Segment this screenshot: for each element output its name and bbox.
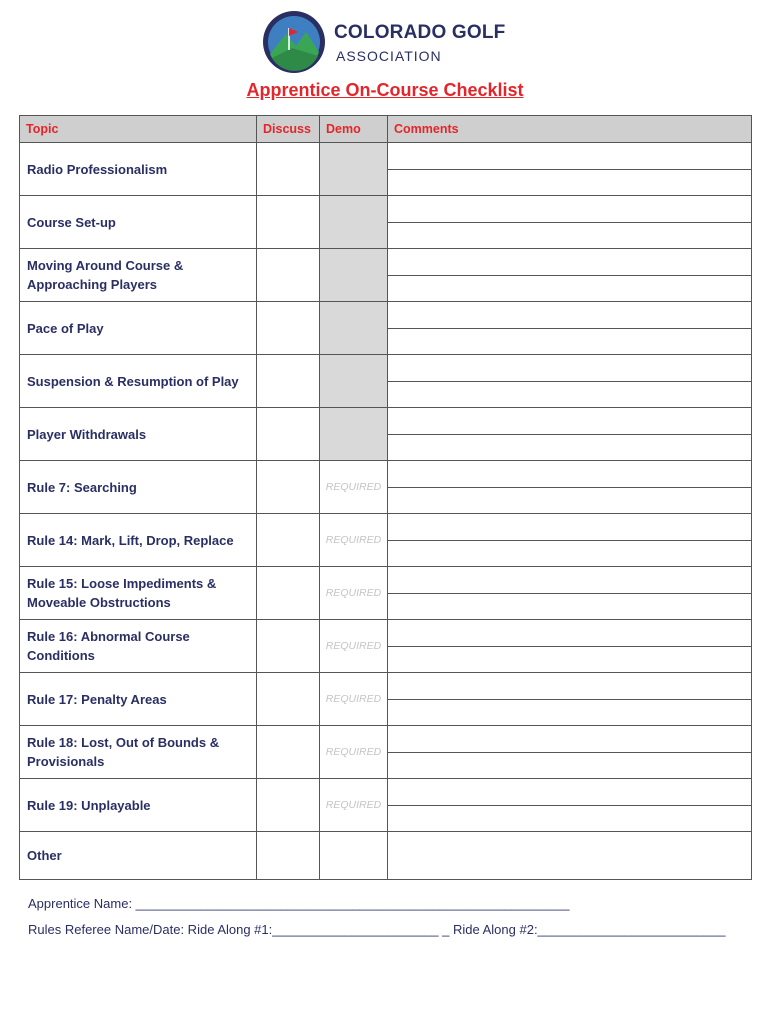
table-row: [20, 567, 752, 620]
header-discuss: Discuss: [257, 116, 320, 143]
comment-divider: [388, 222, 751, 223]
topic-line2: Moveable Obstructions: [27, 595, 171, 610]
topic-cell: [20, 355, 257, 408]
comment-divider: [388, 752, 751, 753]
topic-cell: [20, 726, 257, 779]
checklist-rows: [20, 143, 752, 880]
mountain-flag-icon: [262, 8, 326, 76]
demo-cell[interactable]: [320, 143, 388, 196]
topic-line1: Rule 7: Searching: [27, 479, 137, 495]
topic-cell: [20, 408, 257, 461]
comments-cell[interactable]: [388, 726, 752, 779]
comments-cell[interactable]: [388, 779, 752, 832]
topic-cell: [20, 143, 257, 196]
topic-cell: [20, 673, 257, 726]
table-row: [20, 408, 752, 461]
discuss-cell[interactable]: [257, 832, 320, 880]
table-row: [20, 620, 752, 673]
comments-cell[interactable]: [388, 514, 752, 567]
topic-line1: Rule 14: Mark, Lift, Drop, Replace: [27, 532, 234, 548]
logo-line1: COLORADO GOLF: [334, 22, 506, 43]
topic-line1: Pace of Play: [27, 320, 104, 336]
comments-cell[interactable]: [388, 143, 752, 196]
required-label: REQUIRED: [325, 693, 382, 705]
demo-cell[interactable]: [320, 514, 388, 567]
topic-line2: Provisionals: [27, 754, 105, 769]
discuss-cell[interactable]: [257, 567, 320, 620]
discuss-cell[interactable]: [257, 620, 320, 673]
table-row: [20, 514, 752, 567]
required-label: REQUIRED: [325, 640, 382, 652]
topic-cell: [20, 779, 257, 832]
topic-cell: Other: [20, 832, 257, 880]
demo-cell[interactable]: [320, 461, 388, 514]
required-label: REQUIRED: [325, 587, 382, 599]
discuss-cell[interactable]: [257, 302, 320, 355]
discuss-cell[interactable]: [257, 673, 320, 726]
topic-cell: [20, 249, 257, 302]
comments-cell[interactable]: [388, 302, 752, 355]
topic-line1: Rule 18: Lost, Out of Bounds &: [27, 735, 220, 750]
discuss-cell[interactable]: [257, 779, 320, 832]
topic-line1: Radio Professionalism: [27, 161, 168, 177]
demo-cell[interactable]: [320, 355, 388, 408]
table-row: [20, 461, 752, 514]
table-row: [20, 726, 752, 779]
comments-cell[interactable]: [388, 673, 752, 726]
topic-line1: Player Withdrawals: [27, 426, 147, 442]
demo-cell[interactable]: [320, 249, 388, 302]
demo-cell[interactable]: [320, 408, 388, 461]
topic-cell: [20, 461, 257, 514]
demo-cell[interactable]: [320, 673, 388, 726]
discuss-cell[interactable]: [257, 249, 320, 302]
comment-divider: [388, 699, 751, 700]
discuss-cell[interactable]: [257, 461, 320, 514]
comments-cell[interactable]: [388, 567, 752, 620]
demo-cell[interactable]: [320, 567, 388, 620]
header-topic: Topic: [20, 116, 257, 143]
topic-cell: [20, 567, 257, 620]
comment-divider: [388, 328, 751, 329]
comment-divider: [388, 487, 751, 488]
required-label: REQUIRED: [325, 481, 382, 493]
topic-line1: Rule 19: Unplayable: [27, 797, 151, 813]
comments-cell[interactable]: [388, 196, 752, 249]
comment-divider: [388, 805, 751, 806]
demo-cell[interactable]: [320, 302, 388, 355]
table-row: [20, 355, 752, 408]
comment-divider: [388, 169, 751, 170]
required-label: REQUIRED: [325, 746, 382, 758]
comment-divider: [388, 434, 751, 435]
required-label: REQUIRED: [325, 534, 382, 546]
comment-divider: [388, 593, 751, 594]
topic-line1: Moving Around Course &: [27, 258, 184, 273]
comment-divider: [388, 646, 751, 647]
topic-line1: Course Set-up: [27, 214, 116, 230]
comments-cell[interactable]: [388, 355, 752, 408]
demo-cell[interactable]: [320, 620, 388, 673]
header-demo: Demo: [320, 116, 388, 143]
header-comments: Comments: [388, 116, 752, 143]
table-row: [20, 196, 752, 249]
demo-cell[interactable]: [320, 726, 388, 779]
logo-line2: ASSOCIATION: [336, 48, 442, 64]
referee-ride-along-line[interactable]: Rules Referee Name/Date: Ride Along #1:_______________________ _ Ride Along #2:__________________________: [28, 922, 726, 937]
demo-cell[interactable]: [320, 196, 388, 249]
discuss-cell[interactable]: [257, 355, 320, 408]
topic-line1: Suspension & Resumption of Play: [27, 373, 239, 389]
comment-divider: [388, 381, 751, 382]
topic-line1: Rule 17: Penalty Areas: [27, 691, 167, 707]
comment-divider: [388, 540, 751, 541]
page-title: Apprentice On-Course Checklist: [246, 80, 524, 100]
topic-cell: [20, 620, 257, 673]
comments-cell[interactable]: [388, 461, 752, 514]
comments-cell[interactable]: [388, 408, 752, 461]
discuss-cell[interactable]: [257, 514, 320, 567]
discuss-cell[interactable]: [257, 143, 320, 196]
table-row: [20, 779, 752, 832]
table-row: [20, 249, 752, 302]
comments-cell[interactable]: [388, 832, 752, 880]
comment-divider: [388, 275, 751, 276]
topic-line1: Rule 15: Loose Impediments &: [27, 576, 217, 591]
discuss-cell[interactable]: [257, 726, 320, 779]
table-row: [20, 143, 752, 196]
comments-cell[interactable]: [388, 620, 752, 673]
topic-cell: [20, 302, 257, 355]
topic-line2: Conditions: [27, 648, 95, 663]
table-row: [20, 673, 752, 726]
discuss-cell[interactable]: [257, 408, 320, 461]
topic-cell: [20, 514, 257, 567]
comments-cell[interactable]: [388, 249, 752, 302]
table-row: [20, 832, 752, 880]
apprentice-name-line[interactable]: Apprentice Name: ____________________________________________________________: [28, 896, 570, 911]
topic-line1: Rule 16: Abnormal Course: [27, 629, 190, 644]
topic-line2: Approaching Players: [27, 277, 158, 292]
demo-cell[interactable]: [320, 779, 388, 832]
topic-cell: [20, 196, 257, 249]
checklist-table: [19, 115, 752, 880]
required-label: REQUIRED: [325, 799, 382, 811]
cga-logo: [262, 8, 522, 80]
table-row: [20, 302, 752, 355]
discuss-cell[interactable]: [257, 196, 320, 249]
demo-cell[interactable]: [320, 832, 388, 880]
